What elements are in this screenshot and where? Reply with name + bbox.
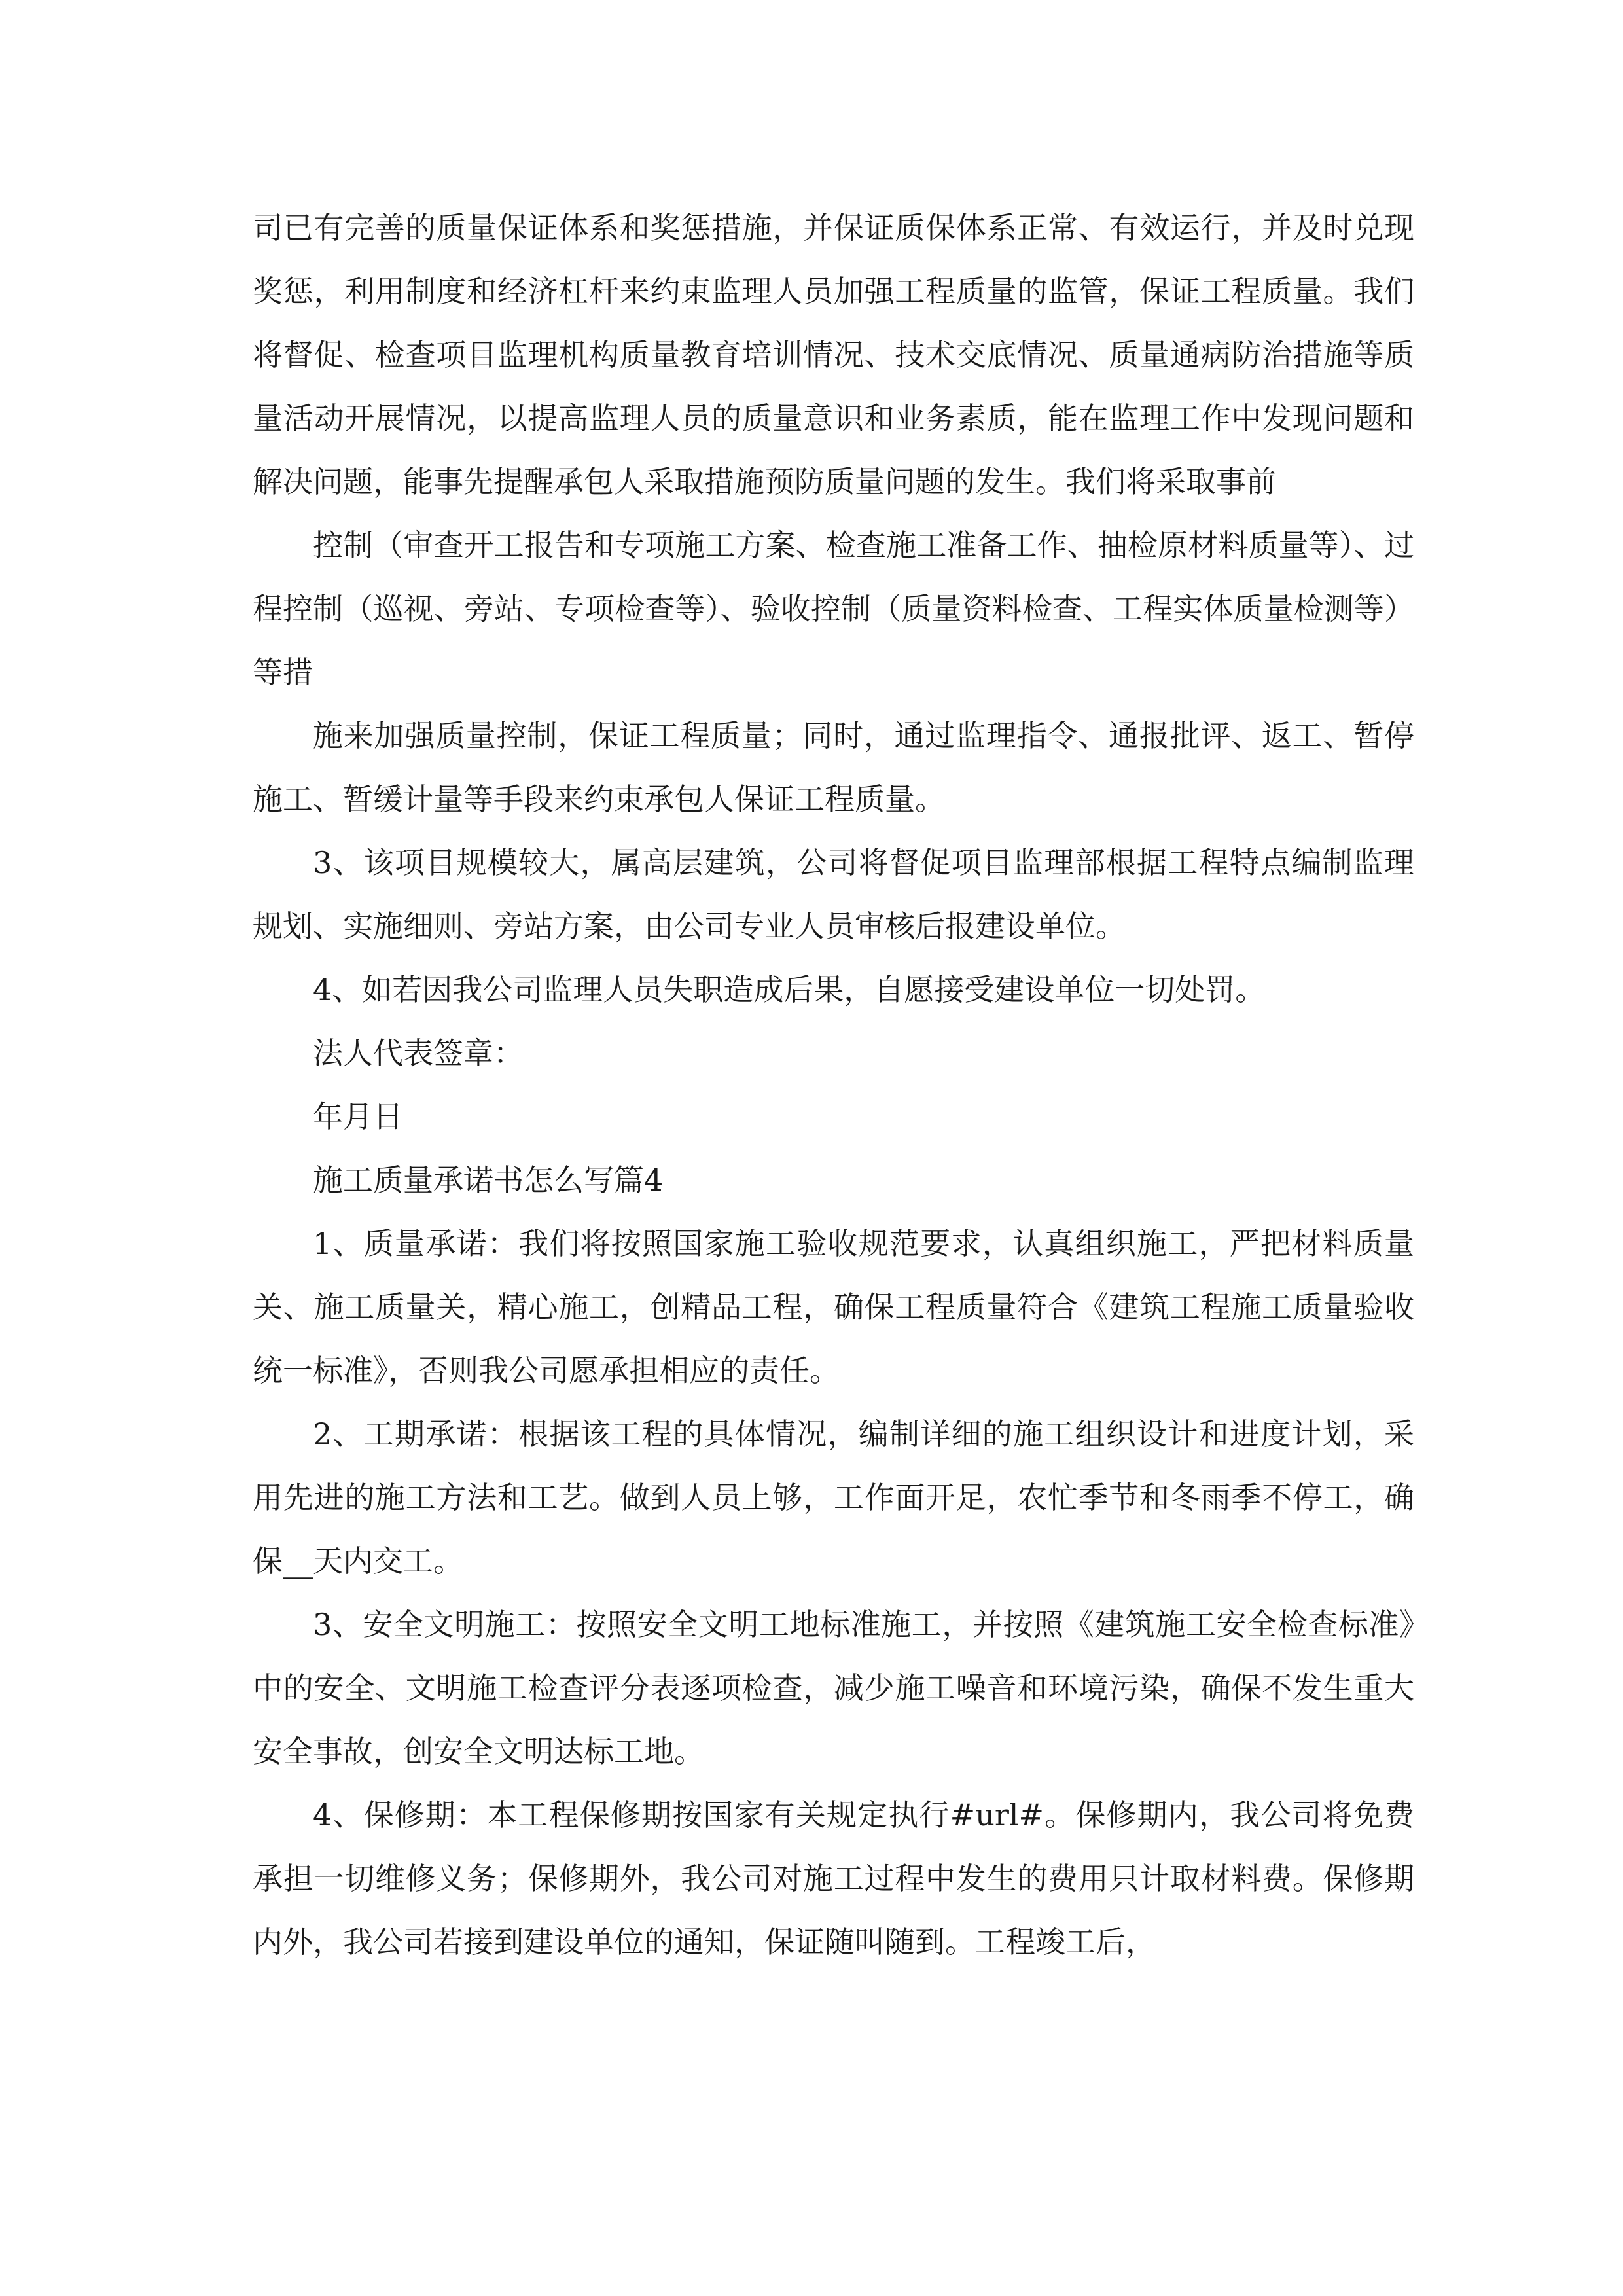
paragraph-safety-civilized-construction: 3、安全文明施工：按照安全文明工地标准施工，并按照《建筑施工安全检查标准》中的安全、文明施工检查评分表逐项检查，减少施工噪音和环境污染，确保不发生重大安全事故，创安全文明达标工地。 [253,1607,1414,1769]
paragraph-quality-control-measures: 施来加强质量控制，保证工程质量；同时，通过监理指令、通报批评、返工、暂停施工、暂缓计量等手段来约束承包人保证工程质量。 [253,718,1414,817]
paragraph-item-4-penalty: 4、如若因我公司监理人员失职造成后果，自愿接受建设单位一切处罚。 [313,972,1266,1007]
paragraph-continued-quality-system: 司已有完善的质量保证体系和奖惩措施，并保证质保体系正常、有效运行，并及时兑现奖惩，利用制度和经济杠杆来约束监理人员加强工程质量的监管，保证工程质量。我们将督促、检查项目监理机构质量教育培训情况、技术交底情况、质量通病防治措施等质量活动开展情况，以提高监理人员的质量意识和业务素质，能在监理工作中发现问题和解决问题，能事先提醒承包人采取措施预防质量问题的发生。我们将采取事前 [253,210,1414,499]
paragraph-item-3-supervision-plan: 3、该项目规模较大，属高层建筑，公司将督促项目监理部根据工程特点编制监理规划、实施细则、旁站方案，由公司专业人员审核后报建设单位。 [253,845,1414,944]
paragraph-schedule-commitment: 2、工期承诺：根据该工程的具体情况，编制详细的施工组织设计和进度计划，采用先进的施工方法和工艺。做到人员上够，工作面开足，农忙季节和冬雨季不停工，确保__天内交工。 [253,1416,1414,1579]
paragraph-warranty-period: 4、保修期：本工程保修期按国家有关规定执行#url#。保修期内，我公司将免费承担一切维修义务；保修期外，我公司对施工过程中发生的费用只计取材料费。保修期内外，我公司若接到建设单位的通知，保证随叫随到。工程竣工后， [253,1797,1414,1960]
paragraph-quality-commitment: 1、质量承诺：我们将按照国家施工验收规范要求，认真组织施工，严把材料质量关、施工质量关，精心施工，创精品工程，确保工程质量符合《建筑工程施工质量验收统一标准》，否则我公司愿承担相应的责任。 [253,1226,1414,1388]
date-line: 年月日 [313,1099,403,1134]
paragraph-pre-control: 控制（审查开工报告和专项施工方案、检查施工准备工作、抽检原材料质量等）、过程控制（巡视、旁站、专项检查等）、验收控制（质量资料检查、工程实体质量检测等）等措 [253,528,1414,690]
legal-representative-signature: 法人代表签章： [313,1035,524,1071]
section-heading-part-4: 施工质量承诺书怎么写篇4 [313,1162,664,1198]
document-body [253,196,1414,1974]
